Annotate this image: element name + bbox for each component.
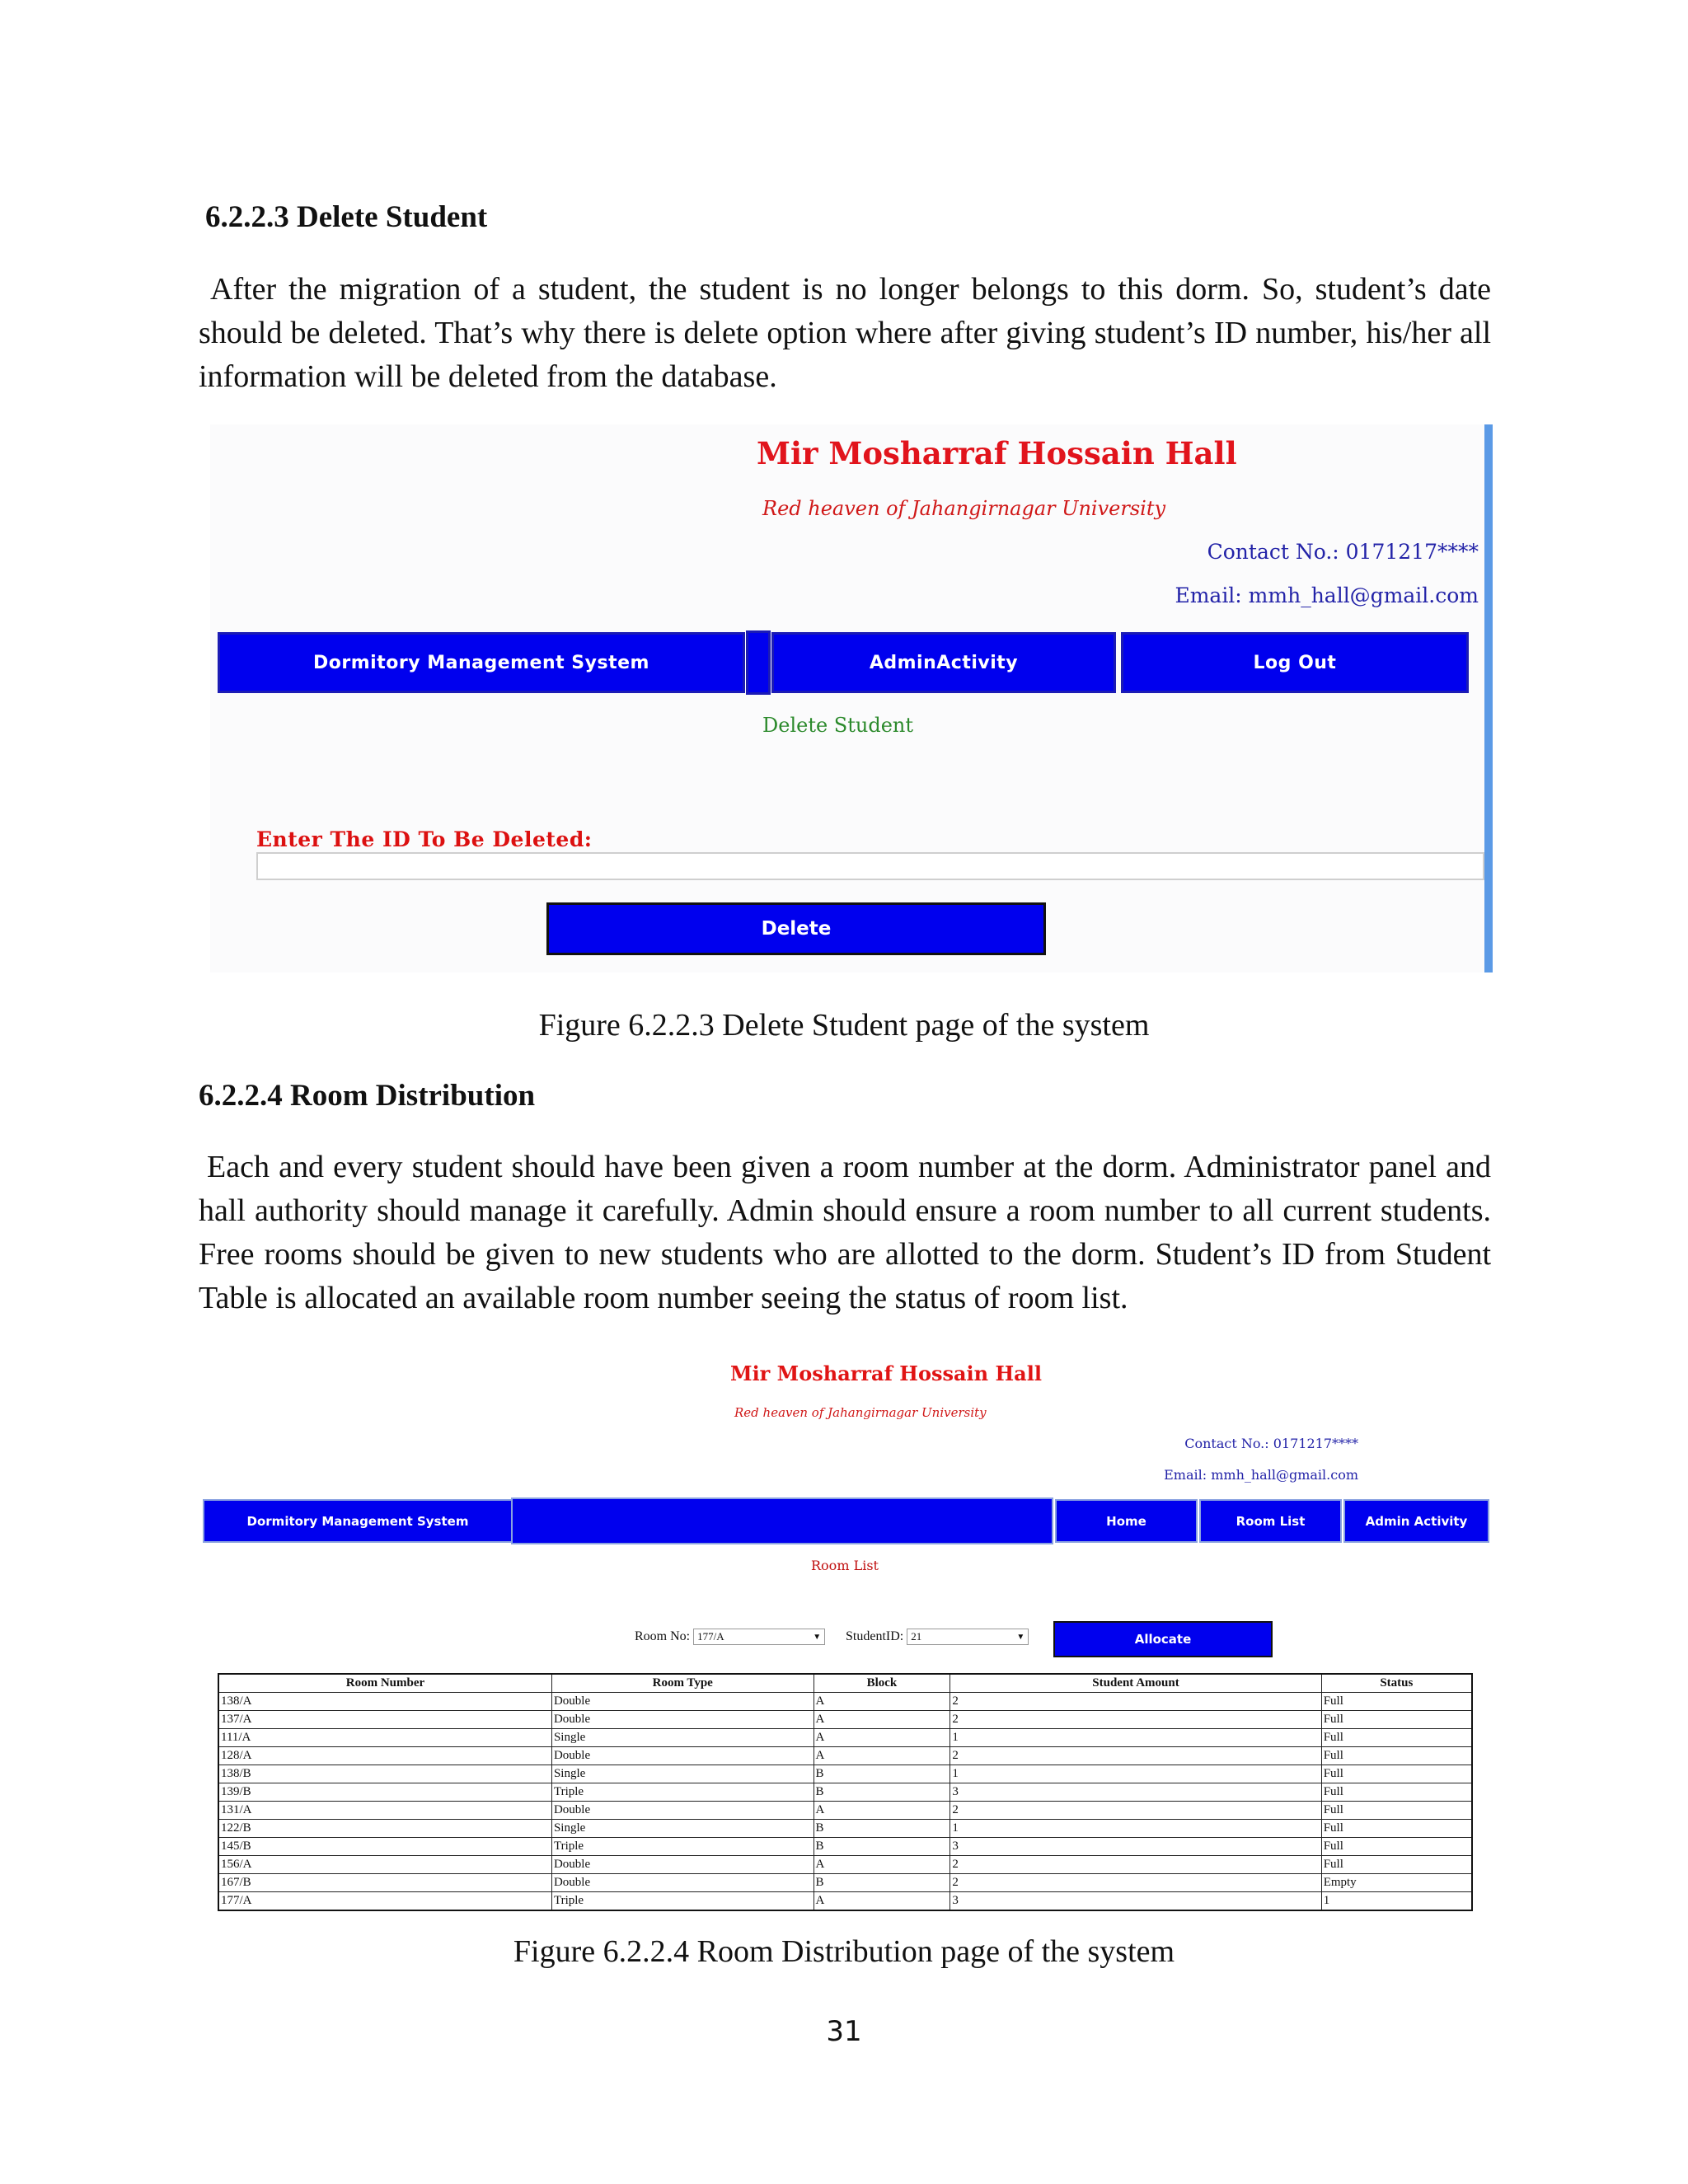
nav-room-list[interactable]: Room List: [1199, 1499, 1342, 1543]
contact-number: Contact No.: 0171217****: [1184, 1436, 1358, 1451]
cell-block: A: [814, 1693, 950, 1711]
cell-room-number: 145/B: [218, 1838, 551, 1856]
cell-status: 1: [1321, 1892, 1472, 1911]
cell-room-number: 128/A: [218, 1747, 551, 1765]
nav-dormitory-management-system[interactable]: Dormitory Management System: [218, 632, 745, 693]
cell-room-type: Single: [551, 1729, 814, 1747]
cell-student-amount: 1: [950, 1820, 1321, 1838]
nav-dormitory-management-system[interactable]: Dormitory Management System: [203, 1499, 513, 1543]
chevron-down-icon: ▼: [813, 1632, 822, 1642]
cell-block: A: [814, 1802, 950, 1820]
table-row: [218, 1874, 1472, 1892]
contact-email: Email: mmh_hall@gmail.com: [1175, 583, 1479, 607]
section-heading-room-distribution: 6.2.2.4 Room Distribution: [199, 1079, 536, 1113]
room-no-select[interactable]: [693, 1629, 825, 1645]
delete-id-input[interactable]: [256, 852, 1484, 880]
cell-room-number: 122/B: [218, 1820, 551, 1838]
cell-status: Full: [1321, 1783, 1472, 1802]
allocate-button[interactable]: Allocate: [1053, 1621, 1273, 1657]
cell-room-type: Triple: [551, 1838, 814, 1856]
column-header-room-type: Room Type: [551, 1674, 814, 1693]
nav-log-out[interactable]: Log Out: [1121, 632, 1469, 693]
delete-button[interactable]: Delete: [546, 902, 1046, 955]
student-id-value: 21: [911, 1630, 922, 1643]
cell-student-amount: 3: [950, 1892, 1321, 1911]
section-heading-delete-student: 6.2.2.3 Delete Student: [205, 200, 488, 234]
table-row: [218, 1783, 1472, 1802]
student-id-select[interactable]: [907, 1629, 1029, 1645]
cell-room-type: Double: [551, 1693, 814, 1711]
cell-room-number: 139/B: [218, 1783, 551, 1802]
cell-student-amount: 3: [950, 1838, 1321, 1856]
cell-room-type: Double: [551, 1856, 814, 1874]
table-row: [218, 1747, 1472, 1765]
table-row: [218, 1693, 1472, 1711]
cell-status: Full: [1321, 1820, 1472, 1838]
cell-room-number: 177/A: [218, 1892, 551, 1911]
cell-room-type: Double: [551, 1711, 814, 1729]
column-header-status: Status: [1321, 1674, 1472, 1693]
cell-room-number: 138/A: [218, 1693, 551, 1711]
cell-room-type: Double: [551, 1747, 814, 1765]
column-header-student-amount: Student Amount: [950, 1674, 1321, 1693]
cell-block: A: [814, 1729, 950, 1747]
table-row: [218, 1765, 1472, 1783]
cell-status: Full: [1321, 1802, 1472, 1820]
student-id-group: [846, 1629, 1029, 1645]
room-list-screenshot: [198, 1352, 1496, 1924]
table-row: [218, 1729, 1472, 1747]
cell-room-type: Triple: [551, 1892, 814, 1911]
cell-block: A: [814, 1711, 950, 1729]
contact-email: Email: mmh_hall@gmail.com: [1164, 1467, 1358, 1483]
column-header-block: Block: [814, 1674, 950, 1693]
cell-status: Full: [1321, 1693, 1472, 1711]
cell-room-type: Single: [551, 1765, 814, 1783]
cell-room-number: 167/B: [218, 1874, 551, 1892]
scrollbar[interactable]: [1484, 424, 1493, 972]
table-row: [218, 1711, 1472, 1729]
cell-student-amount: 2: [950, 1747, 1321, 1765]
cell-status: Full: [1321, 1856, 1472, 1874]
cell-block: B: [814, 1765, 950, 1783]
cell-room-number: 156/A: [218, 1856, 551, 1874]
page-number: 31: [826, 2015, 862, 2048]
table-row: [218, 1892, 1472, 1911]
paragraph-delete-student: After the migration of a student, the student is no longer belongs to this dorm. So, student’s date should be deleted. That’s why there is delete option where after giving student’s ID number, his/her all information will be deleted from the database.: [199, 272, 1491, 394]
nav-home[interactable]: Home: [1055, 1499, 1198, 1543]
cell-room-type: Double: [551, 1802, 814, 1820]
hall-title: Mir Mosharraf Hossain Hall: [757, 435, 1237, 471]
room-no-value: 177/A: [697, 1630, 724, 1643]
table-row: [218, 1856, 1472, 1874]
student-id-label: StudentID:: [846, 1629, 904, 1643]
column-header-room-number: Room Number: [218, 1674, 551, 1693]
cell-status: Full: [1321, 1711, 1472, 1729]
cell-room-type: Triple: [551, 1783, 814, 1802]
cell-student-amount: 2: [950, 1856, 1321, 1874]
nav-admin-activity[interactable]: Admin Activity: [1343, 1499, 1489, 1543]
room-list-table: [218, 1673, 1473, 1911]
cell-block: A: [814, 1892, 950, 1911]
cell-student-amount: 2: [950, 1711, 1321, 1729]
cell-block: B: [814, 1820, 950, 1838]
hall-subtitle: Red heaven of Jahangirnagar University: [734, 1405, 987, 1420]
cell-room-type: Double: [551, 1874, 814, 1892]
cell-status: Full: [1321, 1838, 1472, 1856]
table-row: [218, 1802, 1472, 1820]
table-row: [218, 1838, 1472, 1856]
cell-block: B: [814, 1838, 950, 1856]
chevron-down-icon: ▼: [1016, 1632, 1025, 1642]
page-label-room-list: Room List: [811, 1558, 879, 1573]
page-label-delete-student: Delete Student: [762, 714, 914, 737]
contact-number: Contact No.: 0171217****: [1207, 540, 1479, 564]
delete-student-screenshot: [210, 424, 1493, 972]
cell-room-number: 131/A: [218, 1802, 551, 1820]
cell-room-number: 138/B: [218, 1765, 551, 1783]
cell-status: Full: [1321, 1747, 1472, 1765]
cell-student-amount: 3: [950, 1783, 1321, 1802]
paragraph-room-distribution: Each and every student should have been given a room number at the dorm. Administrator panel and hall authority should manage it carefully. Admin should ensure a room number to all current students. Free rooms should be given to new students who are allotted to the dorm. Student’s ID from Student Table is allocated an available room number seeing the status of room list.: [199, 1150, 1491, 1315]
hall-subtitle: Red heaven of Jahangirnagar University: [762, 497, 1166, 520]
cell-status: Full: [1321, 1765, 1472, 1783]
cell-student-amount: 1: [950, 1729, 1321, 1747]
nav-blank-bar: [511, 1497, 1053, 1544]
cell-room-number: 137/A: [218, 1711, 551, 1729]
cell-status: Full: [1321, 1729, 1472, 1747]
cell-student-amount: 2: [950, 1802, 1321, 1820]
figure-caption-delete-student: Figure 6.2.2.3 Delete Student page of the system: [538, 1008, 1150, 1043]
cell-room-type: Single: [551, 1820, 814, 1838]
figure-caption-room-distribution: Figure 6.2.2.4 Room Distribution page of the system: [513, 1934, 1175, 1969]
nav-admin-activity[interactable]: AdminActivity: [771, 632, 1116, 693]
nav-spacer: [746, 630, 771, 695]
room-no-group: [635, 1629, 825, 1645]
cell-student-amount: 2: [950, 1874, 1321, 1892]
cell-block: B: [814, 1874, 950, 1892]
cell-block: A: [814, 1747, 950, 1765]
cell-room-number: 111/A: [218, 1729, 551, 1747]
table-header-row: [218, 1674, 1472, 1693]
table-row: [218, 1820, 1472, 1838]
cell-student-amount: 2: [950, 1693, 1321, 1711]
cell-status: Empty: [1321, 1874, 1472, 1892]
cell-student-amount: 1: [950, 1765, 1321, 1783]
id-input-label: Enter The ID To Be Deleted:: [256, 827, 593, 851]
hall-title: Mir Mosharraf Hossain Hall: [730, 1361, 1042, 1385]
room-no-label: Room No:: [635, 1629, 691, 1643]
cell-block: A: [814, 1856, 950, 1874]
cell-block: B: [814, 1783, 950, 1802]
